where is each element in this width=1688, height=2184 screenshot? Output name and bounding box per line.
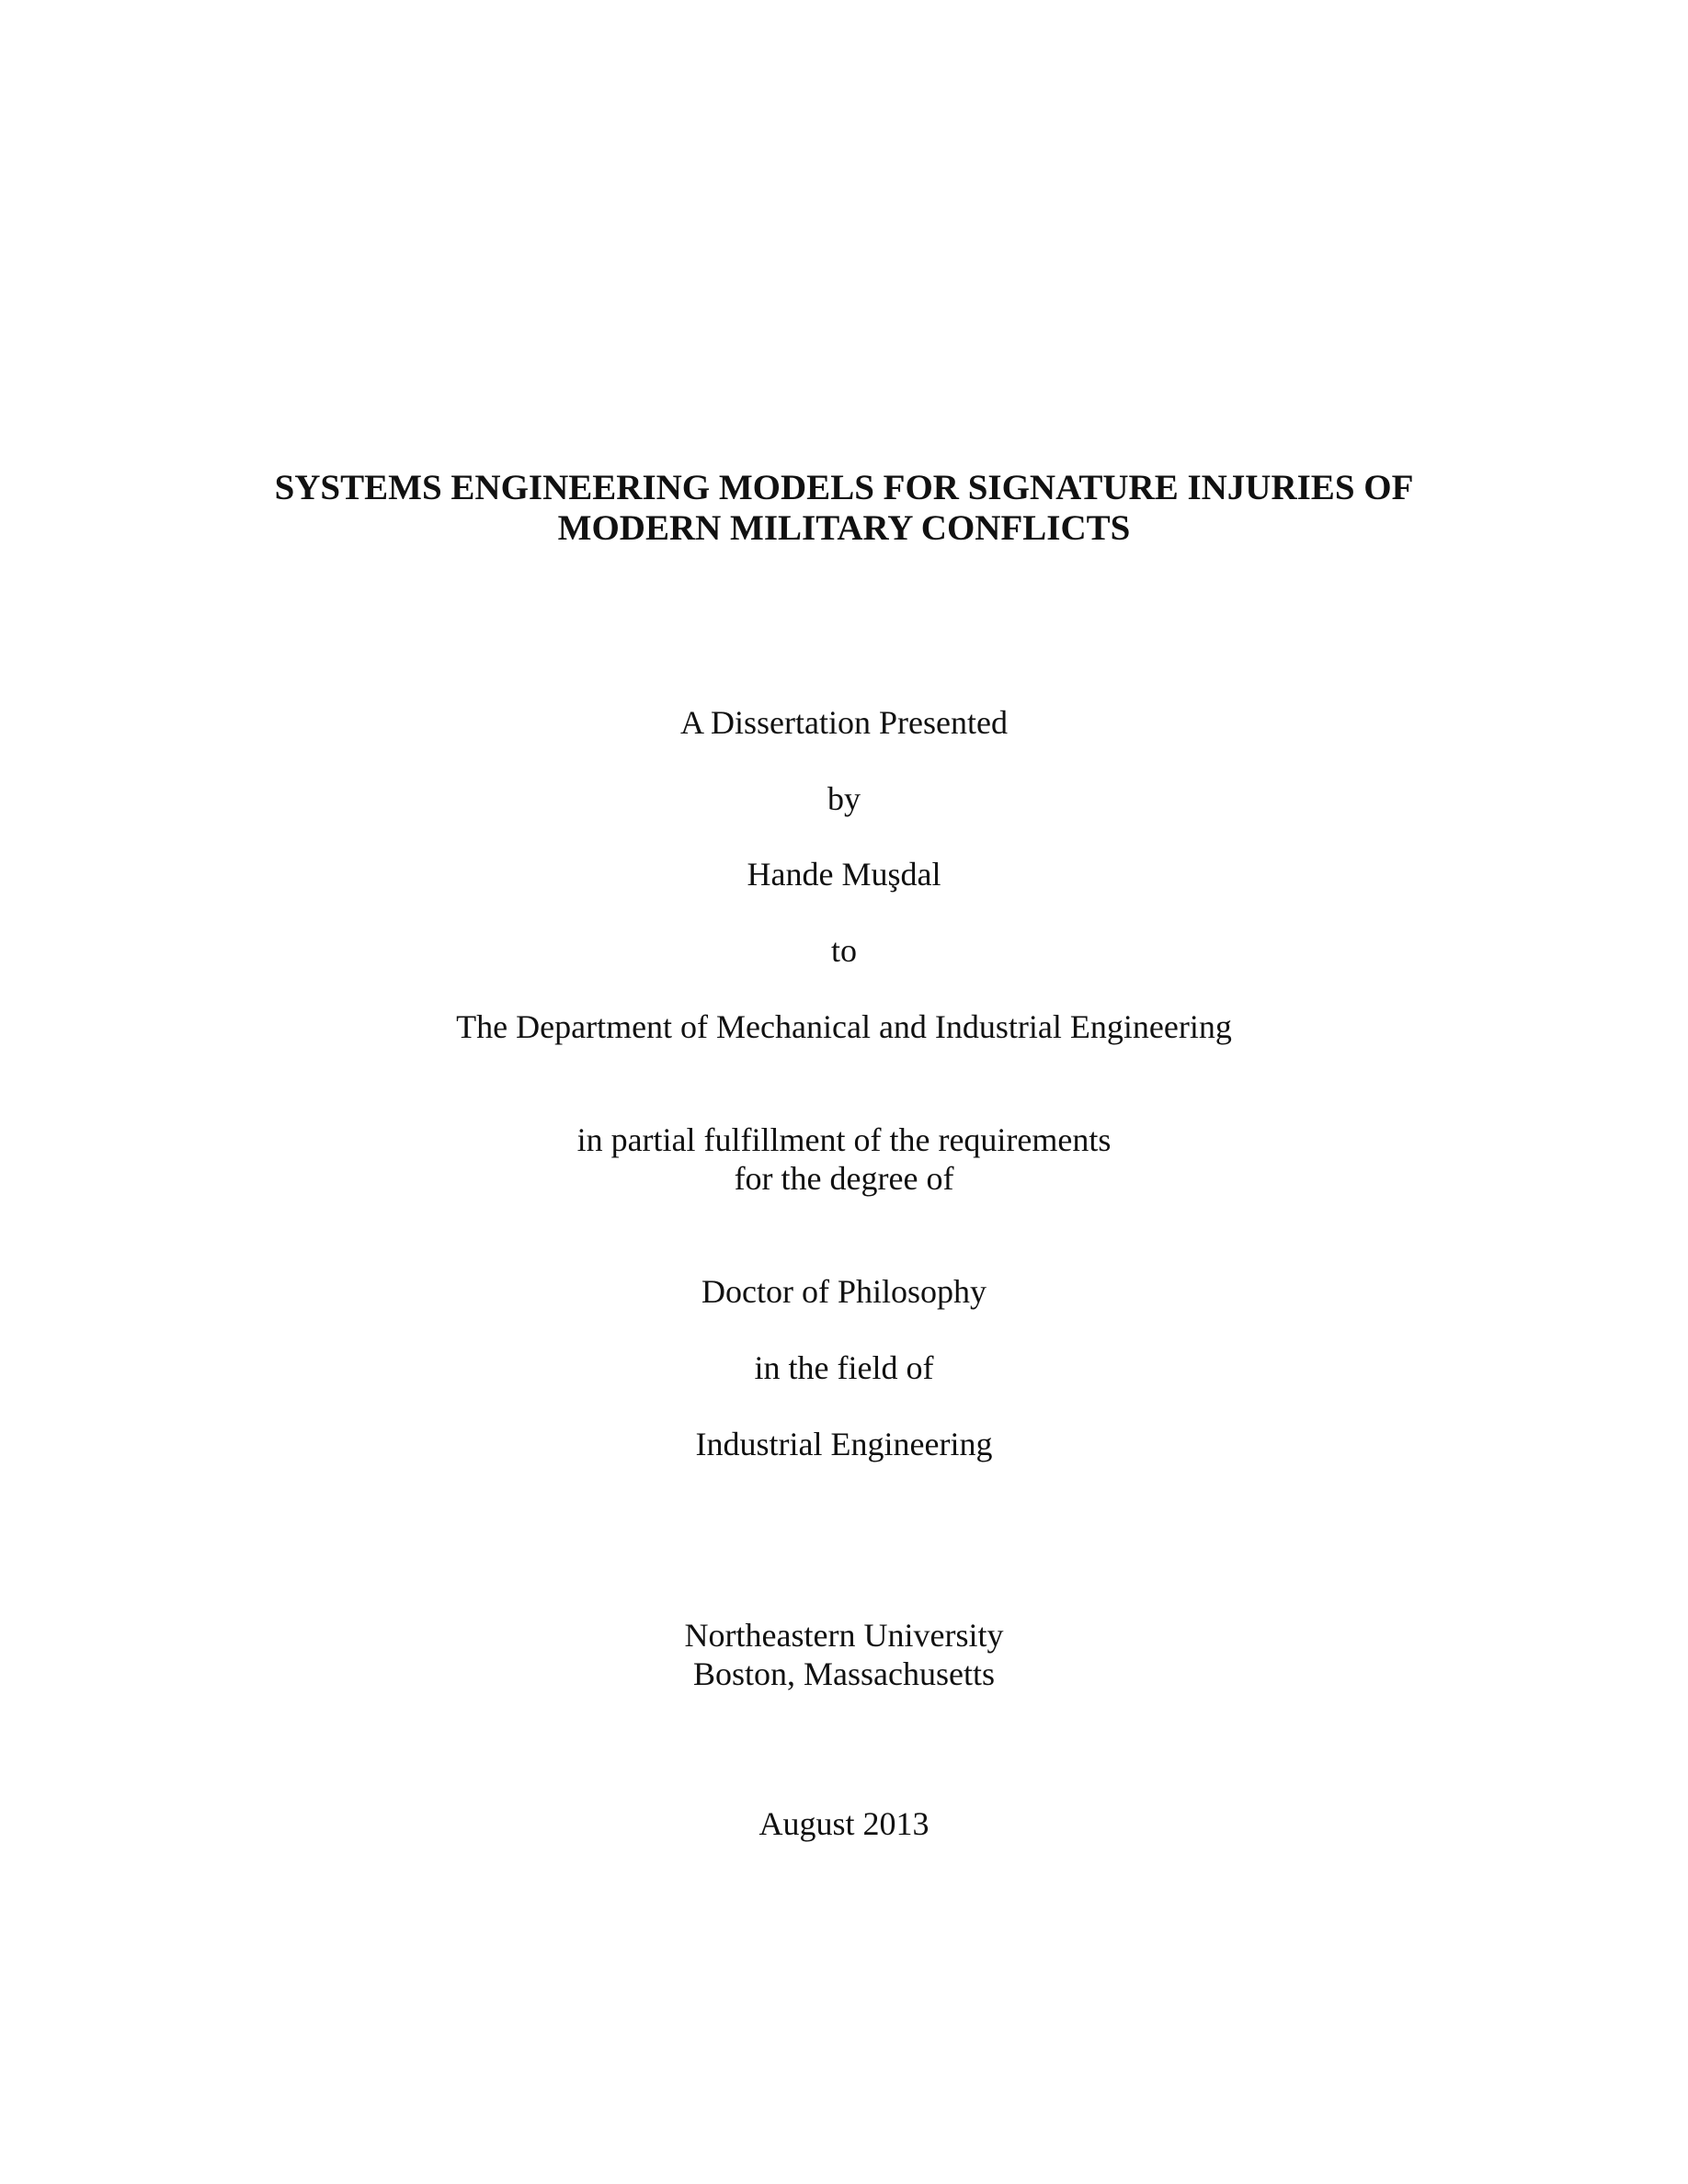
submission-date: August 2013: [758, 1805, 930, 1842]
fulfillment-line-2: for the degree of: [734, 1160, 954, 1197]
in-field-text: in the field of: [754, 1349, 934, 1386]
degree-name: Doctor of Philosophy: [701, 1273, 987, 1310]
field-name: Industrial Engineering: [695, 1426, 993, 1462]
fulfillment-line-1: in partial fulfillment of the requirements: [576, 1121, 1112, 1158]
university-name: Northeastern University: [684, 1617, 1004, 1654]
university-location: Boston, Massachusetts: [693, 1655, 995, 1692]
presented-text: A Dissertation Presented: [680, 704, 1008, 741]
to-text: to: [830, 932, 857, 969]
title-line-1: SYSTEMS ENGINEERING MODELS FOR SIGNATURE INJURIES OF: [274, 468, 1414, 507]
title-line-2: MODERN MILITARY CONFLICTS: [557, 508, 1131, 548]
author-name: Hande Muşdal: [747, 856, 941, 893]
department-name: The Department of Mechanical and Industrial Engineering: [456, 1008, 1232, 1045]
by-text: by: [827, 780, 861, 817]
